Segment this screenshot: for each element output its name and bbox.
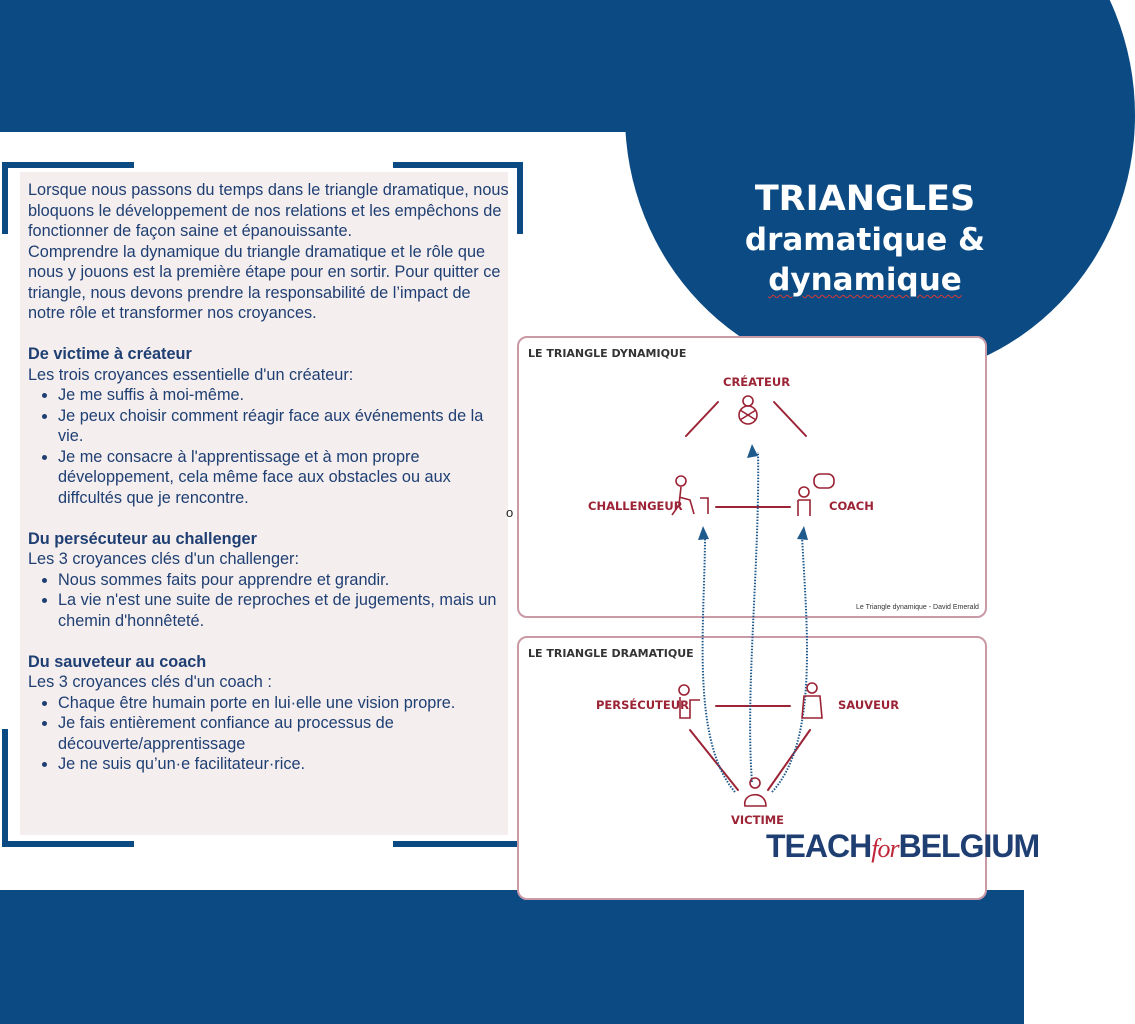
dramatic-triangle-title: LE TRIANGLE DRAMATIQUE [528, 647, 694, 660]
stray-character: o [506, 505, 514, 520]
list-item: • Je me consacre à l'apprentissage et à mon propre développement, cela même face aux obstacles ou aux diffcultés que je rencontre. [58, 447, 510, 509]
logo-for: for [871, 834, 899, 863]
logo-teach: TEACH [766, 828, 872, 864]
role-persecuteur: PERSÉCUTEUR [596, 698, 689, 712]
list-item: • Nous sommes faits pour apprendre et grandir. [58, 570, 510, 591]
title-line-1: TRIANGLES [754, 179, 976, 219]
dynamic-triangle-title: LE TRIANGLE DYNAMIQUE [528, 347, 687, 360]
logo-belgium: BELGIUM [898, 828, 1040, 864]
intro-paragraph-2: Comprendre la dynamique du triangle dramatique et le rôle que nous y jouons est la première étape pour en sortir. Pour quitter ce triangle, nous devons prendre la responsabilité de l’impact de notre rôle et transformer nos croyances. [28, 242, 501, 322]
line-persecuteur-victime [690, 730, 738, 790]
role-victime: VICTIME [731, 813, 785, 827]
title-line-2: dramatique & [744, 222, 986, 258]
intro-paragraph-1: Lorsque nous passons du temps dans le triangle dramatique, nous bloquons le développement de nos relations et les empêchons de fonctionner de façon saine et épanouissante. [28, 181, 509, 240]
arrowhead-createur [747, 444, 758, 458]
arrowhead-coach [797, 526, 808, 540]
teach-for-belgium-logo [766, 828, 1039, 865]
victime-figure-icon [745, 778, 766, 806]
arrow-sauveur-coach [772, 535, 807, 792]
role-coach: COACH [829, 499, 874, 513]
role-createur: CRÉATEUR [723, 375, 791, 389]
line-createur-challengeur [686, 402, 718, 436]
list-item: • Je ne suis qu’un·e facilitateur·rice. [58, 754, 510, 775]
section-lead-challenger: Les 3 croyances clés d'un challenger: [28, 550, 300, 568]
line-sauveur-victime [768, 730, 810, 790]
createur-figure-icon [739, 396, 757, 424]
list-item: • Je peux choisir comment réagir face aux événements de la vie. [58, 406, 510, 447]
arrowhead-challengeur [698, 526, 709, 540]
section-lead-coach: Les 3 croyances clés d'un coach : [28, 673, 272, 691]
section-heading-createur: De victime à créateur [28, 345, 192, 363]
arrow-victime-createur [750, 452, 758, 782]
role-sauveur: SAUVEUR [838, 698, 900, 712]
list-item: • Chaque être humain porte en lui·elle une vision propre. [58, 693, 510, 714]
diagram-credit: Le Triangle dynamique - David Emerald [856, 604, 979, 611]
list-item: • Je me suffis à moi-même. [58, 385, 510, 406]
title-line-3: dynamique [768, 262, 962, 298]
section-lead-createur: Les trois croyances essentielle d'un créateur: [28, 365, 354, 384]
role-challengeur: CHALLENGEUR [588, 499, 683, 513]
section-heading-challenger: Du persécuteur au challenger [28, 529, 257, 548]
line-createur-coach [774, 402, 806, 436]
arrow-persecuteur-challengeur [703, 535, 735, 792]
list-item: • La vie n'est une suite de reproches et de jugements, mais un chemin d'honnêteté. [58, 590, 510, 631]
section-heading-coach: Du sauveteur au coach [28, 652, 207, 671]
list-item: • Je fais entièrement confiance au processus de découverte/apprentissage [58, 713, 510, 754]
